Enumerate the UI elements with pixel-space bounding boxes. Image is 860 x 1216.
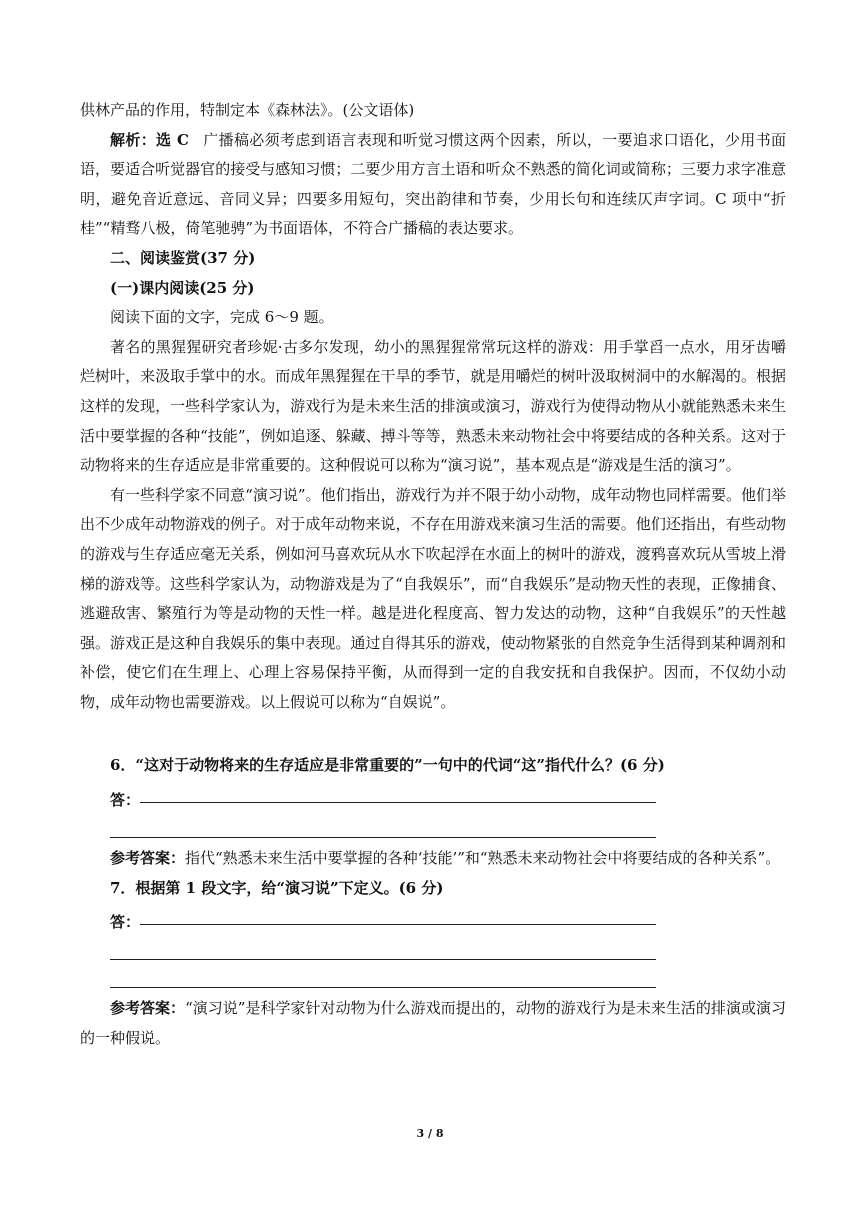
answer-field[interactable] — [110, 960, 656, 988]
subsection-heading: (一)课内阅读(25 分) — [110, 278, 255, 297]
answer-label: 答： — [110, 791, 141, 810]
reference-answer-7 — [80, 994, 786, 1053]
answer-field[interactable] — [140, 802, 656, 803]
passage-paragraph-1: 著名的黑猩猩研究者珍妮·古多尔发现，幼小的黑猩猩常常玩这样的游戏：用手掌舀一点水，用牙齿嚼烂树叶，来汲取手掌中的水。而成年黑猩猩在干旱的季节，就是用嚼烂的树叶汲取树洞中的水解渴的。根据这样的发现，一些科学家认为，游戏行为是未来生活的排演或演习，游戏行为使得动物从小就能熟悉未来生活中要掌握的各种“技能”，例如追逐、躲藏、搏斗等等，熟悉未来动物社会中将要结成的各种关系。这对于动物将来的生存适应是非常重要的。这种假说可以称为“演习说”，基本观点是“游戏是生活的演习”。 — [80, 337, 786, 475]
instruction: 阅读下面的文字，完成 6～9 题。 — [110, 308, 334, 327]
answer-field[interactable] — [110, 932, 656, 960]
answer-line-7-1 — [110, 903, 786, 932]
section-heading: 二、阅读鉴赏(37 分) — [110, 248, 256, 267]
analysis-label: 解析： — [110, 130, 157, 149]
answer-line-6-1 — [110, 781, 786, 810]
page-number: 3 / 8 — [416, 1127, 444, 1140]
analysis-paragraph — [80, 126, 786, 244]
analysis-choice: 选 C — [156, 130, 189, 149]
reference-label: 参考答案： — [110, 999, 186, 1018]
analysis-text: 广播稿必须考虑到语言表现和听觉习惯这两个因素，所以，一要追求口语化，少用书面语，要适合听觉器官的接受与感知习惯；二要少用方言土语和听众不熟悉的简化词或简称；三要力求字准意明，避免音近意远、音同义异；四要多用短句，突出韵律和节奏，少用长句和连续仄声字词。C 项中“折桂”“精骛八极，倚笔驰骋”为书面语体，不符合广播稿的表达要求。 — [80, 130, 786, 238]
document-page — [80, 96, 786, 1053]
spacer — [80, 717, 786, 751]
question-7: 7．根据第 1 段文字，给“演习说”下定义。(6 分) — [110, 878, 444, 897]
top-fragment: 供林产品的作用，特制定本《森林法》。(公文语体) — [80, 101, 415, 119]
reference-label: 参考答案： — [110, 849, 186, 868]
answer-label: 答： — [110, 913, 141, 932]
question-6: 6．“这对于动物将来的生存适应是非常重要的”一句中的代词“这”指代什么？(6 分) — [110, 756, 665, 775]
reference-answer-6 — [80, 844, 786, 874]
passage-paragraph-2: 有一些科学家不同意“演习说”。他们指出，游戏行为并不限于幼小动物，成年动物也同样需要。他们举出不少成年动物游戏的例子。对于成年动物来说，不存在用游戏来演习生活的需要。他们还指出，有些动物的游戏与生存适应毫无关系，例如河马喜欢玩从水下吹起浮在水面上的树叶的游戏，渡鸦喜欢玩从雪坡上滑梯的游戏等。这些科学家认为，动物游戏是为了“自我娱乐”，而“自我娱乐”是动物天性的表现，正像捕食、逃避敌害、繁殖行为等是动物的天性一样。越是进化程度高、智力发达的动物，这种“自我娱乐”的天性越强。游戏正是这种自我娱乐的集中表现。通过自得其乐的游戏，使动物紧张的自然竞争生活得到某种调剂和补偿，使它们在生理上、心理上容易保持平衡，从而得到一定的自我安抚和自我保护。因而，不仅幼小动物，成年动物也需要游戏。以上假说可以称为“自娱说”。 — [80, 485, 786, 711]
answer-field[interactable] — [110, 810, 656, 838]
reference-text: 指代“熟悉未来生活中要掌握的各种‘技能’”和“熟悉未来动物社会中将要结成的各种关系”。 — [185, 849, 781, 868]
reference-text: “演习说”是科学家针对动物为什么游戏而提出的，动物的游戏行为是未来生活的排演或演习的一种假说。 — [80, 999, 786, 1047]
answer-field[interactable] — [140, 924, 656, 925]
